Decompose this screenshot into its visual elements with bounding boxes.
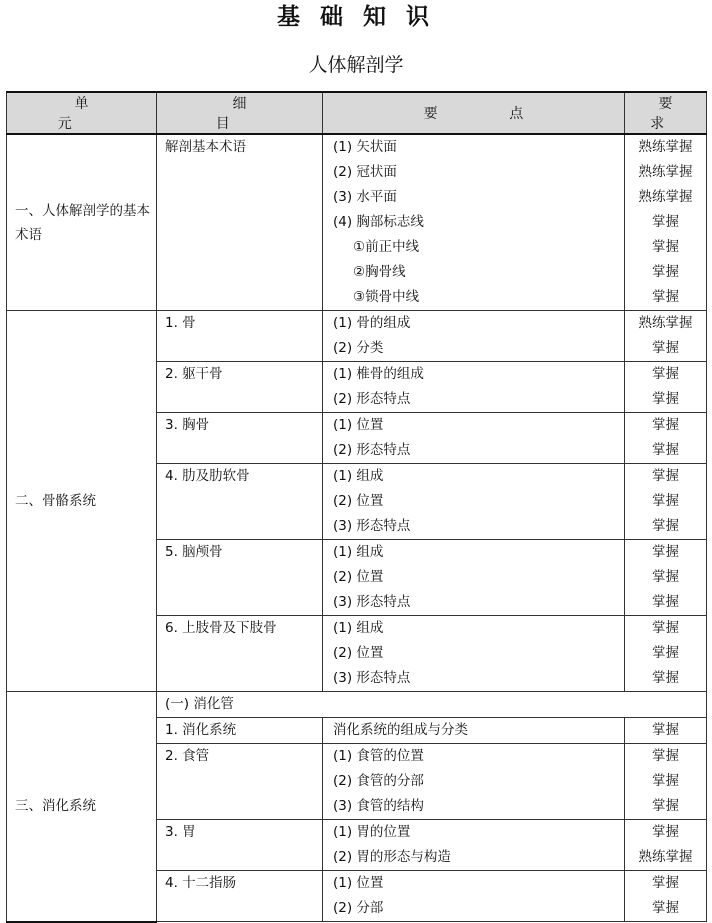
point-item: (1) 矢状面 xyxy=(333,139,397,155)
table-row xyxy=(7,692,707,718)
point-item: (1) 组成 xyxy=(333,468,384,484)
point-cell xyxy=(323,311,625,362)
detail-label: 3. 胃 xyxy=(165,824,196,840)
requirement-item: 掌握 xyxy=(652,544,679,560)
point-item: (3) 形态特点 xyxy=(333,518,411,534)
requirement-item: 掌握 xyxy=(652,722,679,738)
header-unit: 单 元 xyxy=(7,92,157,134)
requirement-cell xyxy=(625,820,707,871)
requirement-item: 熟练掌握 xyxy=(638,164,693,180)
point-item: (2) 位置 xyxy=(333,645,384,661)
requirement-item: 掌握 xyxy=(652,264,679,280)
point-item: (2) 分部 xyxy=(333,900,384,916)
requirement-item: 掌握 xyxy=(652,468,679,484)
point-item: (1) 组成 xyxy=(333,544,384,560)
point-item: 消化系统的组成与分类 xyxy=(333,722,468,738)
point-item: (3) 食管的结构 xyxy=(333,798,424,814)
detail-cell xyxy=(157,413,323,464)
point-item: (1) 食管的位置 xyxy=(333,748,424,764)
section-heading: (一) 消化管 xyxy=(165,696,234,712)
requirement-item: 掌握 xyxy=(652,620,679,636)
point-item: (2) 分类 xyxy=(333,340,384,356)
requirement-item: 掌握 xyxy=(652,417,679,433)
requirement-item: 熟练掌握 xyxy=(638,315,693,331)
requirement-item: 掌握 xyxy=(652,214,679,230)
requirement-cell xyxy=(625,311,707,362)
requirement-item: 掌握 xyxy=(652,798,679,814)
point-cell xyxy=(323,871,625,922)
requirement-item: 掌握 xyxy=(652,493,679,509)
point-item: (4) 胸部标志线 xyxy=(333,214,424,230)
requirement-item: 掌握 xyxy=(652,366,679,382)
page-subtitle: 人体解剖学 xyxy=(308,54,404,76)
detail-cell xyxy=(157,744,323,820)
point-item: (2) 形态特点 xyxy=(333,391,411,407)
point-item: (2) 形态特点 xyxy=(333,442,411,458)
detail-label: 4. 肋及肋软骨 xyxy=(165,468,250,484)
point-item: (2) 冠状面 xyxy=(333,164,397,180)
header-detail: 细 目 xyxy=(157,92,323,134)
point-item: (2) 位置 xyxy=(333,493,384,509)
detail-cell xyxy=(157,616,323,692)
detail-label: 3. 胸骨 xyxy=(165,417,210,433)
point-item: (3) 形态特点 xyxy=(333,594,411,610)
detail-label: 6. 上肢骨及下肢骨 xyxy=(165,620,277,636)
requirement-item: 掌握 xyxy=(652,900,679,916)
requirement-item: 掌握 xyxy=(652,773,679,789)
detail-cell xyxy=(157,464,323,540)
requirement-item: 掌握 xyxy=(652,569,679,585)
point-cell xyxy=(323,362,625,413)
detail-cell xyxy=(157,871,323,922)
requirement-cell xyxy=(625,744,707,820)
detail-label: 2. 食管 xyxy=(165,748,210,764)
detail-label: 2. 躯干骨 xyxy=(165,366,223,382)
detail-label: 1. 消化系统 xyxy=(165,722,237,738)
section-heading-cell xyxy=(157,692,707,718)
detail-label: 4. 十二指肠 xyxy=(165,875,237,891)
header-requirement: 要 求 xyxy=(625,92,707,134)
point-item: (2) 位置 xyxy=(333,569,384,585)
table-row xyxy=(7,134,707,311)
point-item: (2) 胃的形态与构造 xyxy=(333,849,451,865)
detail-cell xyxy=(157,134,323,311)
requirement-cell xyxy=(625,540,707,616)
point-cell xyxy=(323,413,625,464)
requirement-cell xyxy=(625,362,707,413)
requirement-item: 掌握 xyxy=(652,289,679,305)
detail-cell xyxy=(157,540,323,616)
point-item: (1) 位置 xyxy=(333,417,384,433)
requirement-item: 掌握 xyxy=(652,748,679,764)
table-row xyxy=(7,311,707,362)
requirement-item: 掌握 xyxy=(652,875,679,891)
requirement-item: 熟练掌握 xyxy=(638,849,693,865)
point-item: (2) 食管的分部 xyxy=(333,773,424,789)
point-item: ②胸骨线 xyxy=(353,264,406,280)
point-item: (1) 胃的位置 xyxy=(333,824,411,840)
detail-label: 5. 脑颅骨 xyxy=(165,544,223,560)
requirement-item: 掌握 xyxy=(652,518,679,534)
page-title: 基 础 知 识 xyxy=(276,4,436,30)
point-cell xyxy=(323,464,625,540)
detail-cell xyxy=(157,820,323,871)
requirement-cell xyxy=(625,871,707,922)
unit-cell: 二、骨骼系统 xyxy=(7,311,157,692)
requirement-item: 掌握 xyxy=(652,670,679,686)
requirement-item: 掌握 xyxy=(652,391,679,407)
requirement-item: 熟练掌握 xyxy=(638,139,693,155)
requirement-item: 掌握 xyxy=(652,239,679,255)
requirement-item: 熟练掌握 xyxy=(638,189,693,205)
detail-label: 解剖基本术语 xyxy=(165,139,246,155)
requirement-cell xyxy=(625,718,707,744)
requirement-cell xyxy=(625,464,707,540)
unit-cell: 一、人体解剖学的基本术语 xyxy=(7,134,157,311)
point-cell xyxy=(323,820,625,871)
requirement-item: 掌握 xyxy=(652,824,679,840)
header-point: 要 点 xyxy=(323,92,625,134)
point-item: ①前正中线 xyxy=(353,239,420,255)
point-item: ③锁骨中线 xyxy=(353,289,420,305)
point-item: (1) 椎骨的组成 xyxy=(333,366,424,382)
point-item: (3) 形态特点 xyxy=(333,670,411,686)
requirement-item: 掌握 xyxy=(652,340,679,356)
point-cell xyxy=(323,744,625,820)
requirement-item: 掌握 xyxy=(652,594,679,610)
table-header-row xyxy=(7,92,707,134)
requirement-item: 掌握 xyxy=(652,645,679,661)
point-item: (3) 水平面 xyxy=(333,189,397,205)
requirement-item: 掌握 xyxy=(652,442,679,458)
detail-label: 1. 骨 xyxy=(165,315,196,331)
point-item: (1) 位置 xyxy=(333,875,384,891)
unit-cell: 三、消化系统 xyxy=(7,692,157,922)
detail-cell xyxy=(157,718,323,744)
syllabus-table xyxy=(6,91,707,923)
detail-cell xyxy=(157,362,323,413)
point-item: (1) 骨的组成 xyxy=(333,315,411,331)
requirement-cell xyxy=(625,134,707,311)
requirement-cell xyxy=(625,413,707,464)
point-cell xyxy=(323,718,625,744)
detail-cell xyxy=(157,311,323,362)
requirement-cell xyxy=(625,616,707,692)
point-cell xyxy=(323,540,625,616)
point-item: (1) 组成 xyxy=(333,620,384,636)
point-cell xyxy=(323,616,625,692)
point-cell xyxy=(323,134,625,311)
